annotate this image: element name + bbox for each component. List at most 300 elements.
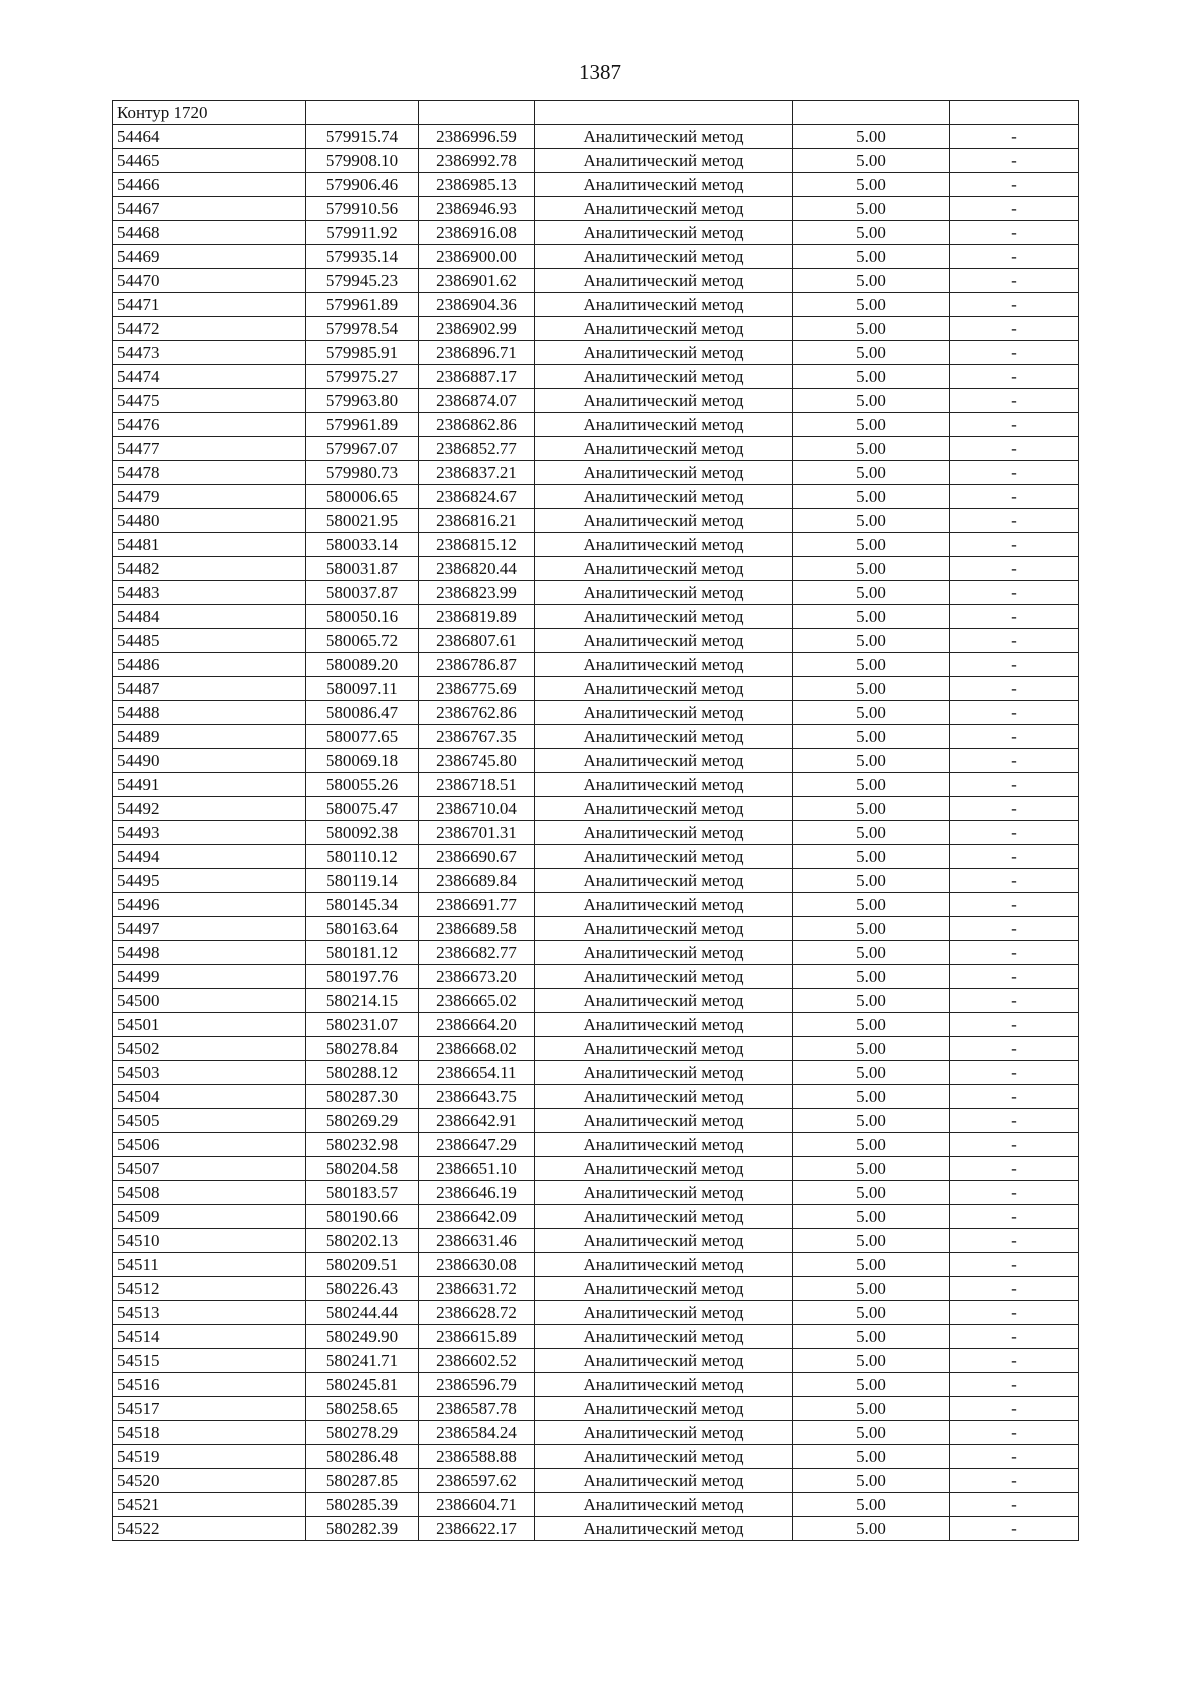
coord-y-cell: 2386901.62 [419,269,535,293]
accuracy-cell: 5.00 [793,1109,950,1133]
coord-x-cell: 580119.14 [306,869,419,893]
coord-y-cell: 2386642.91 [419,1109,535,1133]
coord-y-cell: 2386596.79 [419,1373,535,1397]
table-row [113,917,1079,941]
accuracy-cell: 5.00 [793,125,950,149]
point-number-cell: 54469 [113,245,306,269]
coord-x-cell: 580050.16 [306,605,419,629]
method-cell: Аналитический метод [535,605,793,629]
point-number-cell: 54472 [113,317,306,341]
description-cell: - [950,893,1079,917]
method-cell: Аналитический метод [535,1493,793,1517]
description-cell: - [950,989,1079,1013]
coord-x-cell: 579980.73 [306,461,419,485]
table-row [113,437,1079,461]
point-number-cell: 54475 [113,389,306,413]
coord-x-cell: 579978.54 [306,317,419,341]
table-row [113,797,1079,821]
accuracy-cell: 5.00 [793,773,950,797]
contour-header-empty [306,101,419,125]
table-row [113,653,1079,677]
accuracy-cell: 5.00 [793,1157,950,1181]
coord-y-cell: 2386946.93 [419,197,535,221]
coord-y-cell: 2386689.84 [419,869,535,893]
point-number-cell: 54471 [113,293,306,317]
description-cell: - [950,1445,1079,1469]
coord-y-cell: 2386584.24 [419,1421,535,1445]
accuracy-cell: 5.00 [793,1037,950,1061]
accuracy-cell: 5.00 [793,1493,950,1517]
accuracy-cell: 5.00 [793,341,950,365]
point-number-cell: 54487 [113,677,306,701]
coord-y-cell: 2386786.87 [419,653,535,677]
method-cell: Аналитический метод [535,989,793,1013]
point-number-cell: 54466 [113,173,306,197]
coord-x-cell: 580214.15 [306,989,419,1013]
coord-y-cell: 2386718.51 [419,773,535,797]
method-cell: Аналитический метод [535,701,793,725]
accuracy-cell: 5.00 [793,989,950,1013]
table-row [113,461,1079,485]
point-number-cell: 54483 [113,581,306,605]
method-cell: Аналитический метод [535,917,793,941]
table-row [113,1493,1079,1517]
coord-y-cell: 2386691.77 [419,893,535,917]
description-cell: - [950,125,1079,149]
point-number-cell: 54522 [113,1517,306,1541]
accuracy-cell: 5.00 [793,941,950,965]
description-cell: - [950,533,1079,557]
method-cell: Аналитический метод [535,269,793,293]
coord-y-cell: 2386587.78 [419,1397,535,1421]
accuracy-cell: 5.00 [793,797,950,821]
coord-y-cell: 2386673.20 [419,965,535,989]
accuracy-cell: 5.00 [793,1181,950,1205]
coord-y-cell: 2386630.08 [419,1253,535,1277]
accuracy-cell: 5.00 [793,677,950,701]
accuracy-cell: 5.00 [793,893,950,917]
accuracy-cell: 5.00 [793,1229,950,1253]
point-number-cell: 54506 [113,1133,306,1157]
accuracy-cell: 5.00 [793,965,950,989]
method-cell: Аналитический метод [535,1037,793,1061]
accuracy-cell: 5.00 [793,149,950,173]
table-row [113,1037,1079,1061]
method-cell: Аналитический метод [535,797,793,821]
description-cell: - [950,1037,1079,1061]
description-cell: - [950,557,1079,581]
point-number-cell: 54491 [113,773,306,797]
coord-x-cell: 580145.34 [306,893,419,917]
coord-y-cell: 2386654.11 [419,1061,535,1085]
description-cell: - [950,245,1079,269]
table-row [113,869,1079,893]
table-row [113,1397,1079,1421]
coord-y-cell: 2386902.99 [419,317,535,341]
point-number-cell: 54493 [113,821,306,845]
page-number: 1387 [579,60,621,84]
point-number-cell: 54495 [113,869,306,893]
description-cell: - [950,1181,1079,1205]
method-cell: Аналитический метод [535,1469,793,1493]
method-cell: Аналитический метод [535,485,793,509]
point-number-cell: 54482 [113,557,306,581]
point-number-cell: 54480 [113,509,306,533]
coord-y-cell: 2386745.80 [419,749,535,773]
table-row [113,1133,1079,1157]
coord-y-cell: 2386904.36 [419,293,535,317]
method-cell: Аналитический метод [535,965,793,989]
point-number-cell: 54519 [113,1445,306,1469]
table-row [113,317,1079,341]
coord-x-cell: 580031.87 [306,557,419,581]
description-cell: - [950,1517,1079,1541]
table-row [113,485,1079,509]
point-number-cell: 54494 [113,845,306,869]
method-cell: Аналитический метод [535,1061,793,1085]
point-number-cell: 54490 [113,749,306,773]
accuracy-cell: 5.00 [793,173,950,197]
description-cell: - [950,317,1079,341]
description-cell: - [950,461,1079,485]
description-cell: - [950,845,1079,869]
table-row [113,605,1079,629]
table-row [113,725,1079,749]
coord-y-cell: 2386631.72 [419,1277,535,1301]
point-number-cell: 54484 [113,605,306,629]
table-row [113,821,1079,845]
table-row [113,701,1079,725]
coord-x-cell: 580269.29 [306,1109,419,1133]
description-cell: - [950,341,1079,365]
coord-x-cell: 580077.65 [306,725,419,749]
method-cell: Аналитический метод [535,461,793,485]
table-row [113,245,1079,269]
accuracy-cell: 5.00 [793,1397,950,1421]
point-number-cell: 54497 [113,917,306,941]
description-cell: - [950,1469,1079,1493]
point-number-cell: 54503 [113,1061,306,1085]
method-cell: Аналитический метод [535,197,793,221]
accuracy-cell: 5.00 [793,1349,950,1373]
coord-y-cell: 2386682.77 [419,941,535,965]
point-number-cell: 54474 [113,365,306,389]
method-cell: Аналитический метод [535,773,793,797]
coord-x-cell: 580258.65 [306,1397,419,1421]
coord-y-cell: 2386816.21 [419,509,535,533]
point-number-cell: 54477 [113,437,306,461]
point-number-cell: 54464 [113,125,306,149]
method-cell: Аналитический метод [535,125,793,149]
point-number-cell: 54496 [113,893,306,917]
accuracy-cell: 5.00 [793,485,950,509]
point-number-cell: 54470 [113,269,306,293]
description-cell: - [950,1397,1079,1421]
coord-x-cell: 580065.72 [306,629,419,653]
table-row [113,1301,1079,1325]
method-cell: Аналитический метод [535,1109,793,1133]
coord-y-cell: 2386701.31 [419,821,535,845]
table-row [113,989,1079,1013]
contour-header-empty [535,101,793,125]
description-cell: - [950,677,1079,701]
coord-y-cell: 2386852.77 [419,437,535,461]
coord-y-cell: 2386602.52 [419,1349,535,1373]
description-cell: - [950,293,1079,317]
table-row [113,509,1079,533]
coord-x-cell: 580075.47 [306,797,419,821]
description-cell: - [950,1061,1079,1085]
coord-y-cell: 2386985.13 [419,173,535,197]
coord-y-cell: 2386668.02 [419,1037,535,1061]
coord-y-cell: 2386992.78 [419,149,535,173]
table-row [113,365,1079,389]
table-row [113,845,1079,869]
table-row [113,533,1079,557]
coord-y-cell: 2386664.20 [419,1013,535,1037]
table-row [113,1109,1079,1133]
accuracy-cell: 5.00 [793,917,950,941]
description-cell: - [950,1109,1079,1133]
accuracy-cell: 5.00 [793,533,950,557]
description-cell: - [950,197,1079,221]
description-cell: - [950,1013,1079,1037]
point-number-cell: 54499 [113,965,306,989]
coord-y-cell: 2386615.89 [419,1325,535,1349]
table-row [113,149,1079,173]
coord-x-cell: 580006.65 [306,485,419,509]
coord-x-cell: 580183.57 [306,1181,419,1205]
coord-x-cell: 580286.48 [306,1445,419,1469]
coord-x-cell: 579975.27 [306,365,419,389]
accuracy-cell: 5.00 [793,845,950,869]
coord-y-cell: 2386628.72 [419,1301,535,1325]
accuracy-cell: 5.00 [793,509,950,533]
accuracy-cell: 5.00 [793,197,950,221]
description-cell: - [950,269,1079,293]
accuracy-cell: 5.00 [793,869,950,893]
method-cell: Аналитический метод [535,533,793,557]
point-number-cell: 54504 [113,1085,306,1109]
coord-x-cell: 580110.12 [306,845,419,869]
method-cell: Аналитический метод [535,317,793,341]
table-row [113,1181,1079,1205]
coord-y-cell: 2386824.67 [419,485,535,509]
coord-x-cell: 579961.89 [306,413,419,437]
point-number-cell: 54476 [113,413,306,437]
coord-y-cell: 2386767.35 [419,725,535,749]
accuracy-cell: 5.00 [793,1133,950,1157]
coord-x-cell: 579911.92 [306,221,419,245]
method-cell: Аналитический метод [535,1301,793,1325]
coord-y-cell: 2386837.21 [419,461,535,485]
point-number-cell: 54501 [113,1013,306,1037]
point-number-cell: 54486 [113,653,306,677]
coord-x-cell: 579910.56 [306,197,419,221]
contour-header-empty [793,101,950,125]
table-row [113,341,1079,365]
coord-y-cell: 2386916.08 [419,221,535,245]
coord-y-cell: 2386642.09 [419,1205,535,1229]
coord-x-cell: 580021.95 [306,509,419,533]
point-number-cell: 54516 [113,1373,306,1397]
table-row [113,773,1079,797]
method-cell: Аналитический метод [535,557,793,581]
coord-x-cell: 580244.44 [306,1301,419,1325]
table-row [113,125,1079,149]
table-row [113,1517,1079,1541]
table-row [113,677,1079,701]
accuracy-cell: 5.00 [793,701,950,725]
point-number-cell: 54485 [113,629,306,653]
accuracy-cell: 5.00 [793,557,950,581]
point-number-cell: 54508 [113,1181,306,1205]
table-row [113,1469,1079,1493]
description-cell: - [950,389,1079,413]
method-cell: Аналитический метод [535,341,793,365]
description-cell: - [950,1349,1079,1373]
method-cell: Аналитический метод [535,941,793,965]
accuracy-cell: 5.00 [793,365,950,389]
coord-y-cell: 2386588.88 [419,1445,535,1469]
description-cell: - [950,773,1079,797]
method-cell: Аналитический метод [535,1445,793,1469]
accuracy-cell: 5.00 [793,1205,950,1229]
description-cell: - [950,413,1079,437]
point-number-cell: 54521 [113,1493,306,1517]
table-row [113,557,1079,581]
accuracy-cell: 5.00 [793,581,950,605]
table-row [113,1373,1079,1397]
description-cell: - [950,221,1079,245]
description-cell: - [950,1277,1079,1301]
description-cell: - [950,1493,1079,1517]
table-row [113,1085,1079,1109]
method-cell: Аналитический метод [535,749,793,773]
point-number-cell: 54488 [113,701,306,725]
table-row [113,1013,1079,1037]
method-cell: Аналитический метод [535,1349,793,1373]
contour-label: Контур 1720 [113,101,306,125]
accuracy-cell: 5.00 [793,605,950,629]
point-number-cell: 54511 [113,1253,306,1277]
method-cell: Аналитический метод [535,1517,793,1541]
description-cell: - [950,1229,1079,1253]
description-cell: - [950,149,1079,173]
description-cell: - [950,1301,1079,1325]
coord-x-cell: 580097.11 [306,677,419,701]
method-cell: Аналитический метод [535,1397,793,1421]
coord-x-cell: 580226.43 [306,1277,419,1301]
point-number-cell: 54489 [113,725,306,749]
table-row [113,1325,1079,1349]
description-cell: - [950,821,1079,845]
point-number-cell: 54520 [113,1469,306,1493]
description-cell: - [950,941,1079,965]
table-row [113,941,1079,965]
method-cell: Аналитический метод [535,149,793,173]
coord-y-cell: 2386819.89 [419,605,535,629]
coord-y-cell: 2386604.71 [419,1493,535,1517]
coord-x-cell: 580055.26 [306,773,419,797]
method-cell: Аналитический метод [535,1277,793,1301]
accuracy-cell: 5.00 [793,413,950,437]
table-row [113,293,1079,317]
accuracy-cell: 5.00 [793,1469,950,1493]
coord-x-cell: 580285.39 [306,1493,419,1517]
coord-x-cell: 579906.46 [306,173,419,197]
coord-x-cell: 579967.07 [306,437,419,461]
accuracy-cell: 5.00 [793,821,950,845]
coord-x-cell: 580278.29 [306,1421,419,1445]
coord-y-cell: 2386775.69 [419,677,535,701]
coord-y-cell: 2386815.12 [419,533,535,557]
method-cell: Аналитический метод [535,1421,793,1445]
accuracy-cell: 5.00 [793,293,950,317]
coord-y-cell: 2386887.17 [419,365,535,389]
method-cell: Аналитический метод [535,365,793,389]
accuracy-cell: 5.00 [793,1013,950,1037]
coord-x-cell: 580069.18 [306,749,419,773]
accuracy-cell: 5.00 [793,749,950,773]
table-row [113,389,1079,413]
method-cell: Аналитический метод [535,221,793,245]
table-row [113,1253,1079,1277]
table-row [113,1157,1079,1181]
point-number-cell: 54514 [113,1325,306,1349]
coord-x-cell: 579963.80 [306,389,419,413]
method-cell: Аналитический метод [535,869,793,893]
coord-y-cell: 2386762.86 [419,701,535,725]
coord-y-cell: 2386900.00 [419,245,535,269]
table-row [113,221,1079,245]
description-cell: - [950,701,1079,725]
coord-y-cell: 2386643.75 [419,1085,535,1109]
table-row [113,893,1079,917]
description-cell: - [950,605,1079,629]
method-cell: Аналитический метод [535,1013,793,1037]
coord-y-cell: 2386646.19 [419,1181,535,1205]
contour-header-empty [419,101,535,125]
description-cell: - [950,173,1079,197]
coord-x-cell: 579915.74 [306,125,419,149]
description-cell: - [950,1421,1079,1445]
accuracy-cell: 5.00 [793,461,950,485]
accuracy-cell: 5.00 [793,1325,950,1349]
accuracy-cell: 5.00 [793,221,950,245]
point-number-cell: 54479 [113,485,306,509]
table-row [113,269,1079,293]
method-cell: Аналитический метод [535,1133,793,1157]
point-number-cell: 54515 [113,1349,306,1373]
method-cell: Аналитический метод [535,821,793,845]
coord-y-cell: 2386690.67 [419,845,535,869]
coord-x-cell: 580232.98 [306,1133,419,1157]
coord-x-cell: 579908.10 [306,149,419,173]
table-row [113,197,1079,221]
coord-x-cell: 580287.30 [306,1085,419,1109]
description-cell: - [950,653,1079,677]
accuracy-cell: 5.00 [793,1301,950,1325]
contour-header-row [113,101,1079,125]
accuracy-cell: 5.00 [793,1517,950,1541]
point-number-cell: 54478 [113,461,306,485]
method-cell: Аналитический метод [535,509,793,533]
description-cell: - [950,869,1079,893]
accuracy-cell: 5.00 [793,1445,950,1469]
description-cell: - [950,365,1079,389]
coord-x-cell: 580241.71 [306,1349,419,1373]
